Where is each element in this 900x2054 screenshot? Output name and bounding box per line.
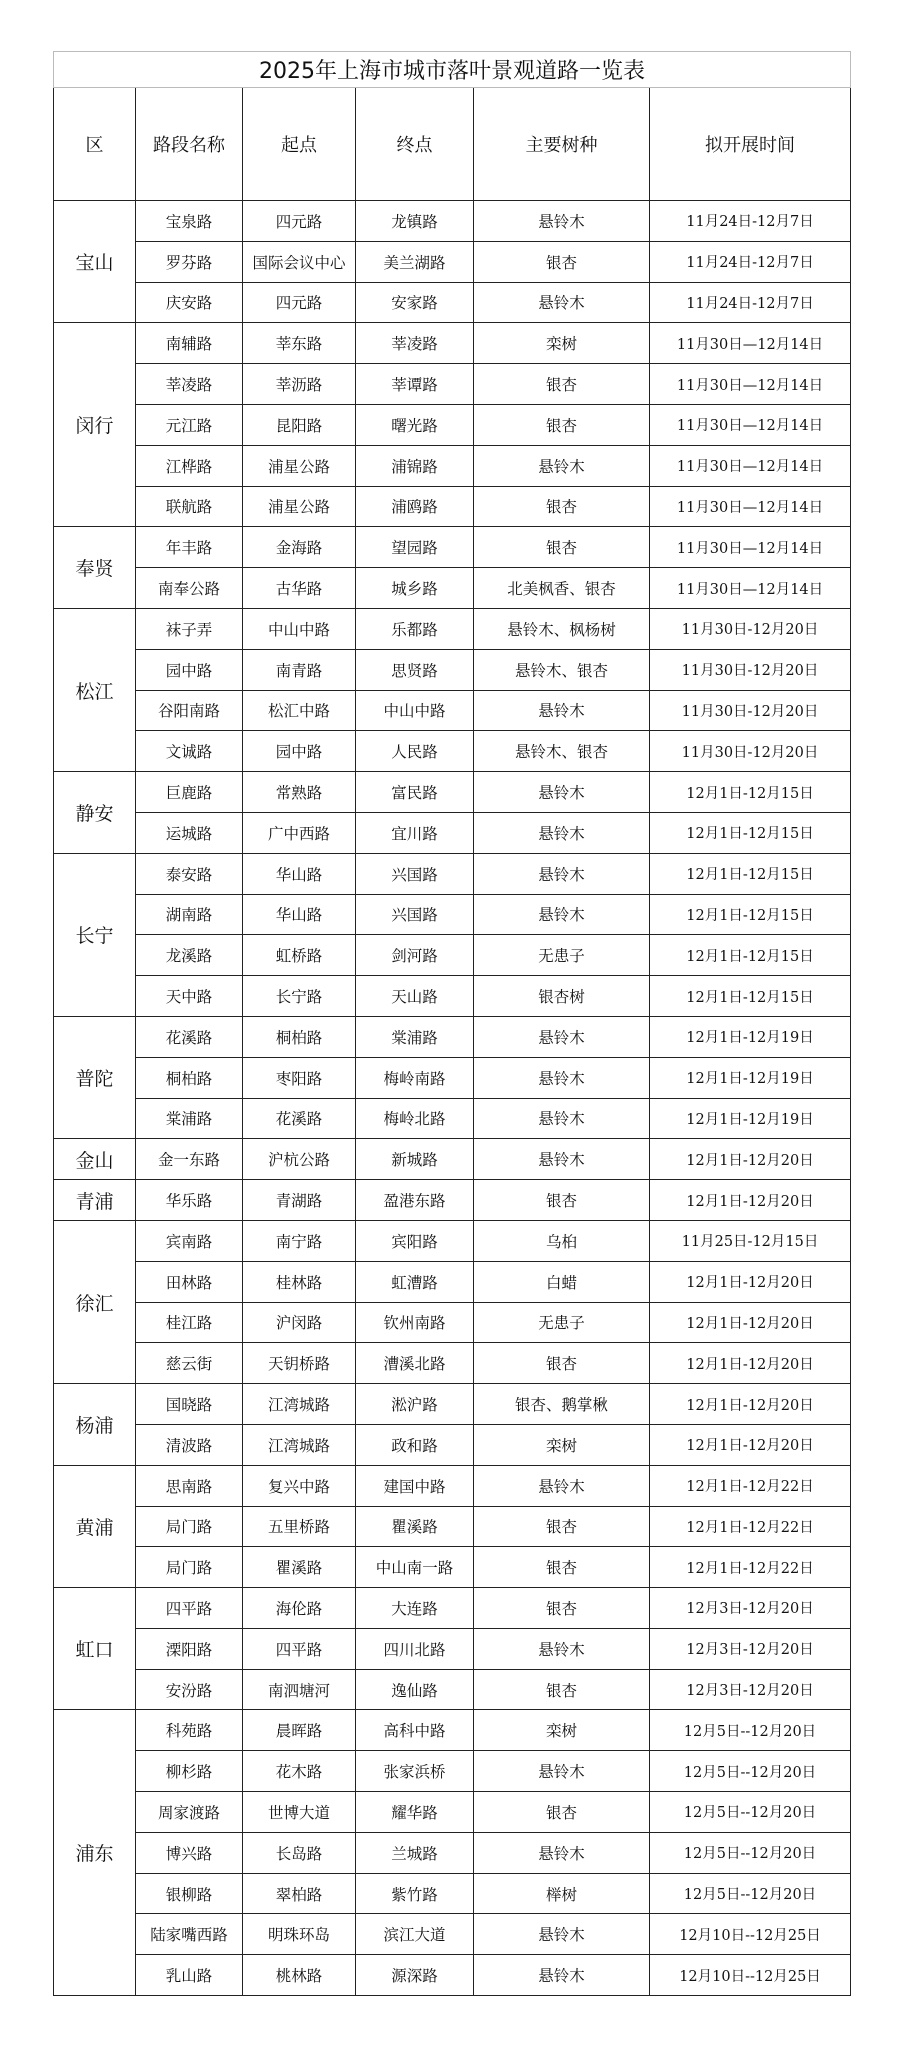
start-point-cell: 虹桥路 <box>243 935 356 976</box>
schedule-cell: 12月1日-12月15日 <box>650 812 851 853</box>
table-row <box>54 1506 851 1547</box>
schedule-cell: 11月30日-12月20日 <box>650 608 851 649</box>
tree-species-cell: 悬铃木 <box>474 1628 650 1669</box>
start-point-cell: 海伦路 <box>243 1588 356 1629</box>
road-name-cell: 华乐路 <box>136 1180 243 1221</box>
road-name-cell: 四平路 <box>136 1588 243 1629</box>
end-point-cell: 望园路 <box>356 527 474 568</box>
schedule-cell: 11月30日-12月20日 <box>650 690 851 731</box>
road-name-cell: 桐柏路 <box>136 1057 243 1098</box>
schedule-cell: 11月30日—12月14日 <box>650 364 851 405</box>
schedule-cell: 12月3日-12月20日 <box>650 1628 851 1669</box>
end-point-cell: 宾阳路 <box>356 1220 474 1261</box>
start-point-cell: 南泗塘河 <box>243 1669 356 1710</box>
end-point-cell: 耀华路 <box>356 1792 474 1833</box>
start-point-cell: 四平路 <box>243 1628 356 1669</box>
tree-species-cell: 悬铃木 <box>474 1751 650 1792</box>
end-point-cell: 滨江大道 <box>356 1914 474 1955</box>
road-name-cell: 莘凌路 <box>136 364 243 405</box>
road-name-cell: 泰安路 <box>136 853 243 894</box>
schedule-cell: 12月1日-12月20日 <box>650 1384 851 1425</box>
road-name-cell: 罗芬路 <box>136 241 243 282</box>
end-point-cell: 兴国路 <box>356 894 474 935</box>
district-cell: 奉贤 <box>54 527 136 609</box>
table-row <box>54 527 851 568</box>
start-point-cell: 园中路 <box>243 731 356 772</box>
end-point-cell: 城乡路 <box>356 568 474 609</box>
end-point-cell: 思贤路 <box>356 649 474 690</box>
start-point-cell: 华山路 <box>243 853 356 894</box>
tree-species-cell: 银杏 <box>474 486 650 527</box>
header-tree-species: 主要树种 <box>474 88 650 201</box>
tree-species-cell: 无患子 <box>474 1302 650 1343</box>
tree-species-cell: 悬铃木 <box>474 1098 650 1139</box>
schedule-cell: 12月1日-12月19日 <box>650 1098 851 1139</box>
table-row <box>54 1098 851 1139</box>
road-name-cell: 花溪路 <box>136 1016 243 1057</box>
tree-species-cell: 悬铃木 <box>474 1016 650 1057</box>
tree-species-cell: 银杏 <box>474 1588 650 1629</box>
end-point-cell: 逸仙路 <box>356 1669 474 1710</box>
start-point-cell: 中山中路 <box>243 608 356 649</box>
table-row <box>54 241 851 282</box>
end-point-cell: 钦州南路 <box>356 1302 474 1343</box>
tree-species-cell: 银杏树 <box>474 976 650 1017</box>
end-point-cell: 龙镇路 <box>356 201 474 242</box>
start-point-cell: 国际会议中心 <box>243 241 356 282</box>
end-point-cell: 中山中路 <box>356 690 474 731</box>
start-point-cell: 松汇中路 <box>243 690 356 731</box>
start-point-cell: 明珠环岛 <box>243 1914 356 1955</box>
tree-species-cell: 悬铃木 <box>474 690 650 731</box>
table-row <box>54 1343 851 1384</box>
table-row <box>54 1955 851 1996</box>
start-point-cell: 枣阳路 <box>243 1057 356 1098</box>
tree-species-cell: 银杏 <box>474 241 650 282</box>
start-point-cell: 长岛路 <box>243 1832 356 1873</box>
road-name-cell: 博兴路 <box>136 1832 243 1873</box>
end-point-cell: 大连路 <box>356 1588 474 1629</box>
tree-species-cell: 悬铃木 <box>474 1057 650 1098</box>
road-name-cell: 联航路 <box>136 486 243 527</box>
table-row <box>54 364 851 405</box>
end-point-cell: 乐都路 <box>356 608 474 649</box>
table-row <box>54 608 851 649</box>
table-row <box>54 1628 851 1669</box>
district-cell: 虹口 <box>54 1588 136 1710</box>
table-row <box>54 1139 851 1180</box>
end-point-cell: 浦锦路 <box>356 445 474 486</box>
tree-species-cell: 悬铃木 <box>474 201 650 242</box>
start-point-cell: 常熟路 <box>243 772 356 813</box>
road-name-cell: 庆安路 <box>136 282 243 323</box>
table-row <box>54 1751 851 1792</box>
tree-species-cell: 银杏 <box>474 1180 650 1221</box>
start-point-cell: 复兴中路 <box>243 1465 356 1506</box>
tree-species-cell: 栾树 <box>474 323 650 364</box>
end-point-cell: 兰城路 <box>356 1832 474 1873</box>
schedule-cell: 11月30日—12月14日 <box>650 486 851 527</box>
tree-species-cell: 银杏 <box>474 1506 650 1547</box>
road-name-cell: 巨鹿路 <box>136 772 243 813</box>
road-name-cell: 国晓路 <box>136 1384 243 1425</box>
schedule-cell: 12月1日-12月19日 <box>650 1016 851 1057</box>
schedule-cell: 12月1日-12月15日 <box>650 894 851 935</box>
road-name-cell: 科苑路 <box>136 1710 243 1751</box>
table-row <box>54 1261 851 1302</box>
road-name-cell: 乳山路 <box>136 1955 243 1996</box>
road-name-cell: 元江路 <box>136 404 243 445</box>
tree-species-cell: 乌桕 <box>474 1220 650 1261</box>
tree-species-cell: 悬铃木、银杏 <box>474 731 650 772</box>
road-name-cell: 园中路 <box>136 649 243 690</box>
district-cell: 杨浦 <box>54 1384 136 1466</box>
table-row <box>54 486 851 527</box>
table-row <box>54 1465 851 1506</box>
tree-species-cell: 栾树 <box>474 1424 650 1465</box>
start-point-cell: 浦星公路 <box>243 486 356 527</box>
start-point-cell: 江湾城路 <box>243 1424 356 1465</box>
road-name-cell: 天中路 <box>136 976 243 1017</box>
start-point-cell: 莘东路 <box>243 323 356 364</box>
table-body <box>54 201 851 1996</box>
table-row <box>54 1016 851 1057</box>
schedule-cell: 12月1日-12月20日 <box>650 1180 851 1221</box>
tree-species-cell: 悬铃木 <box>474 853 650 894</box>
schedule-cell: 12月1日-12月20日 <box>650 1261 851 1302</box>
table-row <box>54 1792 851 1833</box>
road-name-cell: 田林路 <box>136 1261 243 1302</box>
road-name-cell: 南奉公路 <box>136 568 243 609</box>
schedule-cell: 12月5日--12月20日 <box>650 1792 851 1833</box>
end-point-cell: 棠浦路 <box>356 1016 474 1057</box>
table-row <box>54 1384 851 1425</box>
schedule-cell: 12月5日--12月20日 <box>650 1873 851 1914</box>
table-row <box>54 1302 851 1343</box>
district-cell: 青浦 <box>54 1180 136 1221</box>
start-point-cell: 昆阳路 <box>243 404 356 445</box>
schedule-cell: 11月30日-12月20日 <box>650 649 851 690</box>
start-point-cell: 沪闵路 <box>243 1302 356 1343</box>
start-point-cell: 华山路 <box>243 894 356 935</box>
tree-species-cell: 榉树 <box>474 1873 650 1914</box>
table-row <box>54 1424 851 1465</box>
road-name-cell: 局门路 <box>136 1506 243 1547</box>
schedule-cell: 11月30日—12月14日 <box>650 527 851 568</box>
tree-species-cell: 银杏 <box>474 1343 650 1384</box>
end-point-cell: 梅岭南路 <box>356 1057 474 1098</box>
schedule-cell: 12月1日-12月22日 <box>650 1506 851 1547</box>
tree-species-cell: 悬铃木、枫杨树 <box>474 608 650 649</box>
tree-species-cell: 悬铃木 <box>474 1832 650 1873</box>
end-point-cell: 剑河路 <box>356 935 474 976</box>
end-point-cell: 张家浜桥 <box>356 1751 474 1792</box>
end-point-cell: 虹漕路 <box>356 1261 474 1302</box>
schedule-cell: 11月24日-12月7日 <box>650 201 851 242</box>
road-name-cell: 局门路 <box>136 1547 243 1588</box>
header-road-name: 路段名称 <box>136 88 243 201</box>
schedule-cell: 11月25日-12月15日 <box>650 1220 851 1261</box>
start-point-cell: 南青路 <box>243 649 356 690</box>
table-row <box>54 976 851 1017</box>
schedule-cell: 12月3日-12月20日 <box>650 1588 851 1629</box>
road-name-cell: 陆家嘴西路 <box>136 1914 243 1955</box>
start-point-cell: 世博大道 <box>243 1792 356 1833</box>
schedule-cell: 11月30日—12月14日 <box>650 323 851 364</box>
tree-species-cell: 无患子 <box>474 935 650 976</box>
end-point-cell: 政和路 <box>356 1424 474 1465</box>
start-point-cell: 长宁路 <box>243 976 356 1017</box>
road-name-cell: 江桦路 <box>136 445 243 486</box>
schedule-cell: 11月30日—12月14日 <box>650 445 851 486</box>
table-row <box>54 935 851 976</box>
schedule-cell: 12月5日--12月20日 <box>650 1710 851 1751</box>
schedule-cell: 11月30日—12月14日 <box>650 568 851 609</box>
schedule-cell: 12月1日-12月15日 <box>650 772 851 813</box>
end-point-cell: 漕溪北路 <box>356 1343 474 1384</box>
tree-species-cell: 悬铃木 <box>474 1465 650 1506</box>
district-cell: 金山 <box>54 1139 136 1180</box>
road-name-cell: 文诚路 <box>136 731 243 772</box>
tree-species-cell: 悬铃木 <box>474 772 650 813</box>
end-point-cell: 盈港东路 <box>356 1180 474 1221</box>
tree-species-cell: 悬铃木 <box>474 894 650 935</box>
schedule-cell: 12月1日-12月15日 <box>650 976 851 1017</box>
end-point-cell: 梅岭北路 <box>356 1098 474 1139</box>
road-name-cell: 南辅路 <box>136 323 243 364</box>
start-point-cell: 金海路 <box>243 527 356 568</box>
end-point-cell: 人民路 <box>356 731 474 772</box>
road-name-cell: 清波路 <box>136 1424 243 1465</box>
end-point-cell: 曙光路 <box>356 404 474 445</box>
schedule-cell: 12月1日-12月22日 <box>650 1547 851 1588</box>
start-point-cell: 江湾城路 <box>243 1384 356 1425</box>
table-row <box>54 1669 851 1710</box>
start-point-cell: 浦星公路 <box>243 445 356 486</box>
district-cell: 普陀 <box>54 1016 136 1138</box>
end-point-cell: 美兰湖路 <box>356 241 474 282</box>
road-name-cell: 棠浦路 <box>136 1098 243 1139</box>
table-row <box>54 201 851 242</box>
table-row <box>54 1220 851 1261</box>
table-row <box>54 1914 851 1955</box>
end-point-cell: 高科中路 <box>356 1710 474 1751</box>
start-point-cell: 古华路 <box>243 568 356 609</box>
road-name-cell: 湖南路 <box>136 894 243 935</box>
tree-species-cell: 银杏 <box>474 527 650 568</box>
road-name-cell: 安汾路 <box>136 1669 243 1710</box>
end-point-cell: 四川北路 <box>356 1628 474 1669</box>
table-row <box>54 731 851 772</box>
road-table <box>53 51 851 1996</box>
start-point-cell: 五里桥路 <box>243 1506 356 1547</box>
schedule-cell: 12月10日--12月25日 <box>650 1955 851 1996</box>
start-point-cell: 花溪路 <box>243 1098 356 1139</box>
schedule-cell: 11月24日-12月7日 <box>650 282 851 323</box>
road-name-cell: 桂江路 <box>136 1302 243 1343</box>
road-list-document <box>53 51 850 1996</box>
end-point-cell: 莘谭路 <box>356 364 474 405</box>
schedule-cell: 12月1日-12月20日 <box>650 1302 851 1343</box>
road-name-cell: 龙溪路 <box>136 935 243 976</box>
road-name-cell: 宾南路 <box>136 1220 243 1261</box>
table-row <box>54 690 851 731</box>
tree-species-cell: 银杏 <box>474 404 650 445</box>
schedule-cell: 11月30日-12月20日 <box>650 731 851 772</box>
tree-species-cell: 悬铃木 <box>474 812 650 853</box>
table-row <box>54 568 851 609</box>
schedule-cell: 12月10日--12月25日 <box>650 1914 851 1955</box>
tree-species-cell: 栾树 <box>474 1710 650 1751</box>
table-title: 2025年上海市城市落叶景观道路一览表 <box>54 52 851 88</box>
schedule-cell: 12月3日-12月20日 <box>650 1669 851 1710</box>
road-name-cell: 溧阳路 <box>136 1628 243 1669</box>
road-name-cell: 柳杉路 <box>136 1751 243 1792</box>
road-name-cell: 谷阳南路 <box>136 690 243 731</box>
road-name-cell: 运城路 <box>136 812 243 853</box>
schedule-cell: 12月1日-12月20日 <box>650 1343 851 1384</box>
tree-species-cell: 悬铃木 <box>474 1955 650 1996</box>
schedule-cell: 12月5日--12月20日 <box>650 1832 851 1873</box>
table-row <box>54 649 851 690</box>
tree-species-cell: 银杏 <box>474 1669 650 1710</box>
end-point-cell: 中山南一路 <box>356 1547 474 1588</box>
road-name-cell: 金一东路 <box>136 1139 243 1180</box>
table-row <box>54 894 851 935</box>
tree-species-cell: 银杏 <box>474 1547 650 1588</box>
schedule-cell: 12月1日-12月22日 <box>650 1465 851 1506</box>
header-row <box>54 88 851 201</box>
schedule-cell: 12月1日-12月20日 <box>650 1139 851 1180</box>
tree-species-cell: 北美枫香、银杏 <box>474 568 650 609</box>
district-cell: 黄浦 <box>54 1465 136 1587</box>
road-name-cell: 宝泉路 <box>136 201 243 242</box>
schedule-cell: 12月1日-12月15日 <box>650 853 851 894</box>
table-row <box>54 445 851 486</box>
schedule-cell: 11月24日-12月7日 <box>650 241 851 282</box>
table-row <box>54 1180 851 1221</box>
tree-species-cell: 白蜡 <box>474 1261 650 1302</box>
schedule-cell: 12月1日-12月20日 <box>650 1424 851 1465</box>
tree-species-cell: 悬铃木、银杏 <box>474 649 650 690</box>
table-row <box>54 1547 851 1588</box>
start-point-cell: 翠柏路 <box>243 1873 356 1914</box>
table-row <box>54 772 851 813</box>
end-point-cell: 新城路 <box>356 1139 474 1180</box>
end-point-cell: 宜川路 <box>356 812 474 853</box>
start-point-cell: 莘沥路 <box>243 364 356 405</box>
end-point-cell: 瞿溪路 <box>356 1506 474 1547</box>
road-name-cell: 年丰路 <box>136 527 243 568</box>
start-point-cell: 四元路 <box>243 282 356 323</box>
header-schedule: 拟开展时间 <box>650 88 851 201</box>
start-point-cell: 南宁路 <box>243 1220 356 1261</box>
schedule-cell: 12月1日-12月19日 <box>650 1057 851 1098</box>
start-point-cell: 桃林路 <box>243 1955 356 1996</box>
district-cell: 浦东 <box>54 1710 136 1996</box>
tree-species-cell: 悬铃木 <box>474 445 650 486</box>
district-cell: 宝山 <box>54 201 136 323</box>
start-point-cell: 广中西路 <box>243 812 356 853</box>
start-point-cell: 瞿溪路 <box>243 1547 356 1588</box>
schedule-cell: 12月5日--12月20日 <box>650 1751 851 1792</box>
district-cell: 闵行 <box>54 323 136 527</box>
tree-species-cell: 银杏 <box>474 364 650 405</box>
header-district: 区 <box>54 88 136 201</box>
district-cell: 徐汇 <box>54 1220 136 1383</box>
start-point-cell: 花木路 <box>243 1751 356 1792</box>
start-point-cell: 晨晖路 <box>243 1710 356 1751</box>
end-point-cell: 富民路 <box>356 772 474 813</box>
end-point-cell: 安家路 <box>356 282 474 323</box>
road-name-cell: 思南路 <box>136 1465 243 1506</box>
table-row <box>54 1832 851 1873</box>
tree-species-cell: 银杏 <box>474 1792 650 1833</box>
schedule-cell: 12月1日-12月15日 <box>650 935 851 976</box>
table-row <box>54 1873 851 1914</box>
header-start-point: 起点 <box>243 88 356 201</box>
end-point-cell: 兴国路 <box>356 853 474 894</box>
start-point-cell: 桂林路 <box>243 1261 356 1302</box>
table-row <box>54 404 851 445</box>
table-row <box>54 1710 851 1751</box>
table-row <box>54 1057 851 1098</box>
road-name-cell: 袜子弄 <box>136 608 243 649</box>
start-point-cell: 桐柏路 <box>243 1016 356 1057</box>
tree-species-cell: 悬铃木 <box>474 1914 650 1955</box>
road-name-cell: 周家渡路 <box>136 1792 243 1833</box>
table-row <box>54 323 851 364</box>
tree-species-cell: 悬铃木 <box>474 1139 650 1180</box>
district-cell: 松江 <box>54 608 136 771</box>
table-row <box>54 282 851 323</box>
road-name-cell: 慈云街 <box>136 1343 243 1384</box>
end-point-cell: 源深路 <box>356 1955 474 1996</box>
district-cell: 长宁 <box>54 853 136 1016</box>
start-point-cell: 四元路 <box>243 201 356 242</box>
tree-species-cell: 悬铃木 <box>474 282 650 323</box>
end-point-cell: 浦鸥路 <box>356 486 474 527</box>
end-point-cell: 建国中路 <box>356 1465 474 1506</box>
table-row <box>54 1588 851 1629</box>
table-row <box>54 812 851 853</box>
schedule-cell: 11月30日—12月14日 <box>650 404 851 445</box>
table-row <box>54 853 851 894</box>
header-end-point: 终点 <box>356 88 474 201</box>
end-point-cell: 莘凌路 <box>356 323 474 364</box>
road-name-cell: 银柳路 <box>136 1873 243 1914</box>
start-point-cell: 青湖路 <box>243 1180 356 1221</box>
district-cell: 静安 <box>54 772 136 854</box>
start-point-cell: 沪杭公路 <box>243 1139 356 1180</box>
end-point-cell: 天山路 <box>356 976 474 1017</box>
tree-species-cell: 银杏、鹅掌楸 <box>474 1384 650 1425</box>
end-point-cell: 紫竹路 <box>356 1873 474 1914</box>
start-point-cell: 天钥桥路 <box>243 1343 356 1384</box>
end-point-cell: 淞沪路 <box>356 1384 474 1425</box>
